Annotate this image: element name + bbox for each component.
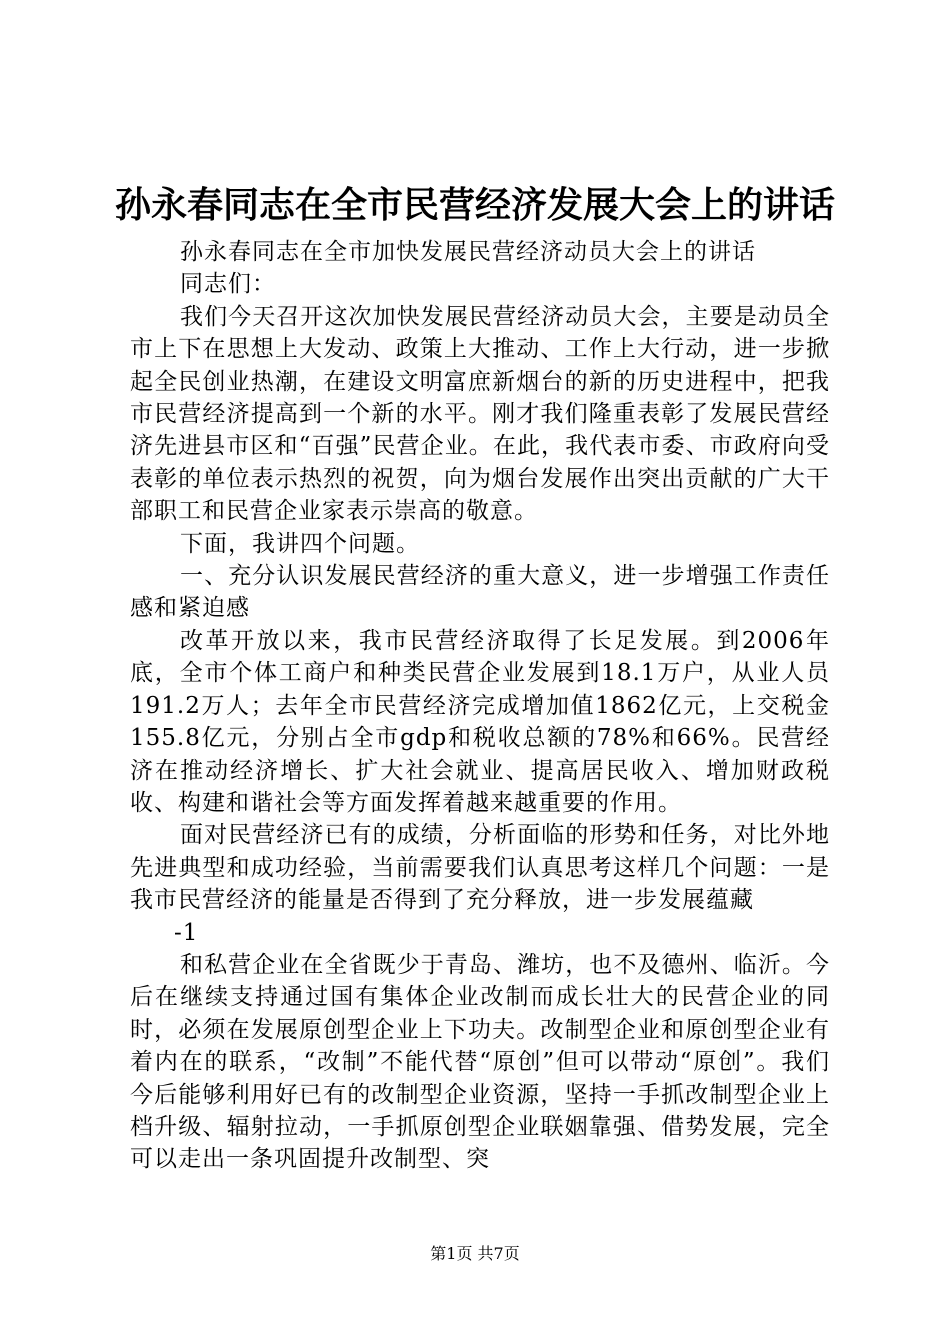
- body-paragraph: 下面，我讲四个问题。: [180, 530, 420, 557]
- section-heading: 一、充分认识发展民营经济的重大意义，进一步增强工作责任感和紧迫感: [130, 563, 830, 622]
- document-body: [130, 236, 830, 1176]
- inline-page-marker: -1: [174, 919, 199, 946]
- body-paragraph: 和私营企业在全省既少于青岛、潍坊，也不及德州、临沂。今后在继续支持通过国有集体企业改制而成长壮大的民营企业的同时，必须在发展原创型企业上下功夫。改制型企业和原创型企业有着内在的联系，“改制”不能代替“原创”但可以带动“原创”。我们今后能够利用好已有的改制型企业资源，坚持一手抓改制型企业上档升级、辐射拉动，一手抓原创型企业联姻靠强、借势发展，完全可以走出一条巩固提升改制型、突: [130, 951, 830, 1173]
- subtitle-paragraph: 孙永春同志在全市加快发展民营经济动员大会上的讲话: [180, 239, 756, 265]
- document-title: 孙永春同志在全市民营经济发展大会上的讲话: [114, 185, 835, 226]
- salutation-paragraph: 同志们：: [180, 271, 276, 298]
- body-paragraph: 改革开放以来，我市民营经济取得了长足发展。到2006年底，全市个体工商户和种类民营企业发展到18.1万户，从业人员191.2万人；去年全市民营经济完成增加值1862亿元，上交税金155.8亿元，分别占全市gdp和税收总额的78%和66%。民营经济在推动经济增长、扩大社会就业、提高居民收入、增加财政税收、构建和谐社会等方面发挥着越来越重要的作用。: [130, 627, 830, 816]
- body-paragraph: 我们今天召开这次加快发展民营经济动员大会，主要是动员全市上下在思想上大发动、政策上大推动、工作上大行动，进一步掀起全民创业热潮，在建设文明富庶新烟台的新的历史进程中，把我市民营经济提高到一个新的水平。刚才我们隆重表彰了发展民营经济先进县市区和“百强”民营企业。在此，我代表市委、市政府向受表彰的单位表示热烈的祝贺，向为烟台发展作出突出贡献的广大干部职工和民营企业家表示崇高的敬意。: [130, 303, 830, 525]
- page-footer: 第1页 共7页: [430, 1244, 520, 1263]
- body-paragraph: 面对民营经济已有的成绩，分析面临的形势和任务，对比外地先进典型和成功经验，当前需要我们认真思考这样几个问题：一是我市民营经济的能量是否得到了充分释放，进一步发展蕴藏: [130, 822, 830, 914]
